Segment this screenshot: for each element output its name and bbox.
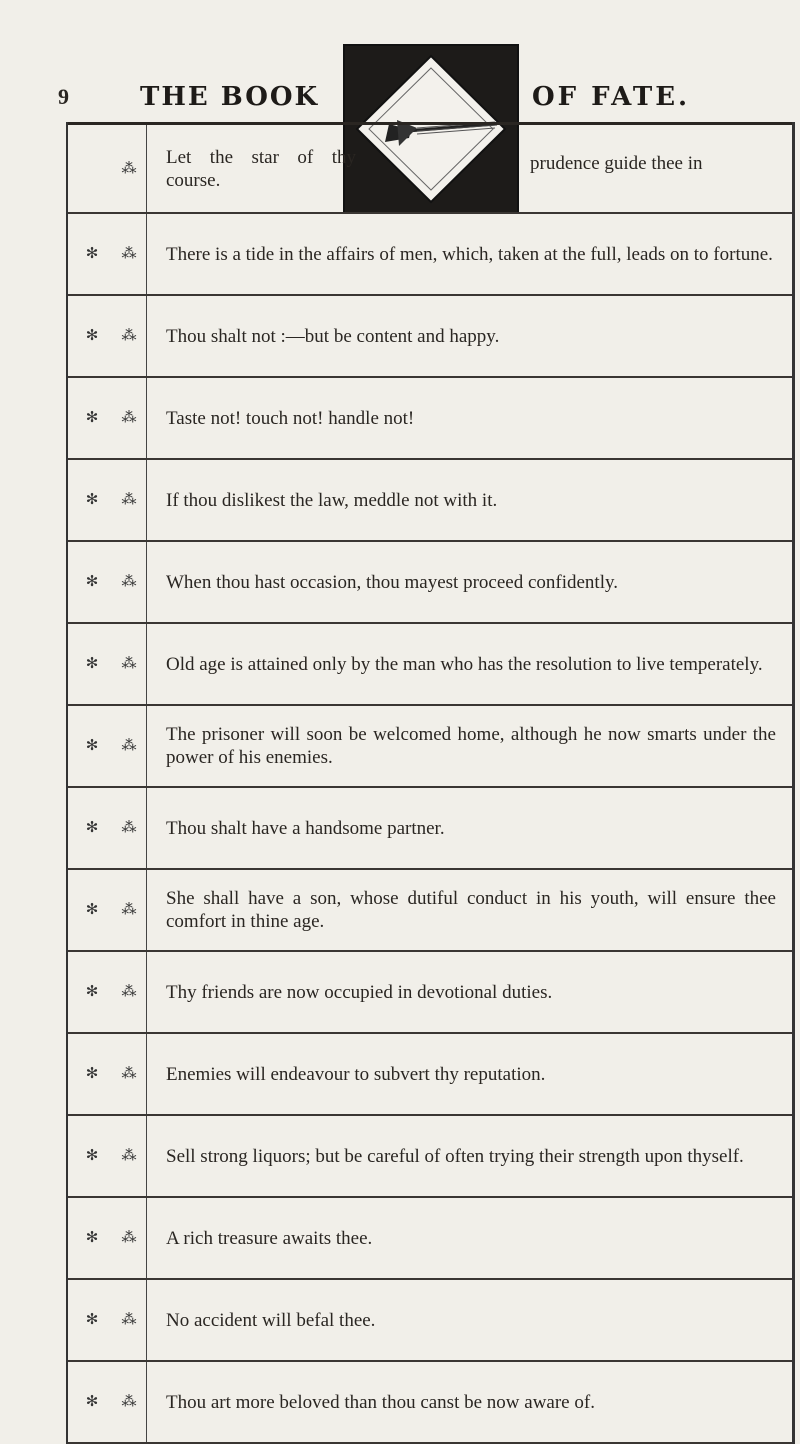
oracle-row (68, 952, 792, 1034)
star-pattern-left (74, 706, 110, 786)
star-glyph: ✻ (85, 492, 99, 508)
star-glyph: ⁂ (121, 328, 137, 344)
star-pattern-left (74, 952, 110, 1032)
star-pattern-left (74, 214, 110, 294)
star-glyph: ✻ (85, 328, 99, 344)
star-pattern-right (112, 1034, 147, 1114)
oracle-row (68, 1034, 792, 1116)
oracle-text: Taste not! touch not! handle not! (166, 407, 415, 429)
star-pattern-left (74, 870, 110, 950)
star-glyph: ✻ (85, 1312, 99, 1328)
star-pattern-right (112, 624, 147, 704)
star-glyph: ⁂ (121, 246, 137, 262)
oracle-row (68, 870, 792, 952)
oracle-row (68, 788, 792, 870)
star-glyph: ✻ (85, 984, 99, 1000)
title-right: OF FATE. (532, 82, 691, 112)
star-glyph: ⁂ (121, 160, 137, 177)
oracle-row (68, 1280, 792, 1362)
oracle-text: The prisoner will soon be welcomed home, although he now smarts under the power of his enemies. (166, 724, 776, 768)
star-pattern-left (74, 624, 110, 704)
star-glyph: ✻ (85, 738, 99, 754)
star-glyph: ⁂ (121, 820, 137, 836)
star-pattern-right (112, 1116, 147, 1196)
star-pattern-right (112, 952, 147, 1032)
star-pattern-left (74, 1280, 110, 1360)
star-glyph: ✻ (85, 574, 99, 590)
oracle-text-continued: prudence guide thee in (530, 153, 703, 174)
star-pattern-right (112, 1362, 147, 1442)
star-glyph: ✻ (85, 246, 99, 262)
star-pattern-left (74, 542, 110, 622)
star-pattern-right (112, 788, 147, 868)
oracle-row (68, 1362, 792, 1444)
star-glyph: ✻ (85, 1066, 99, 1082)
oracle-row (68, 1116, 792, 1198)
star-glyph: ⁂ (121, 574, 137, 590)
star-pattern-right (112, 1198, 147, 1278)
star-pattern-left (74, 1198, 110, 1278)
oracle-text: There is a tide in the affairs of men, which, taken at the full, leads on to fortune. (166, 243, 773, 265)
oracle-text: Enemies will endeavour to subvert thy reputation. (166, 1063, 546, 1085)
star-glyph: ✻ (85, 902, 99, 918)
page-number: 9 (58, 84, 69, 109)
star-glyph: ✻ (85, 820, 99, 836)
oracle-text: Thy friends are now occupied in devotional duties. (166, 981, 553, 1003)
oracle-text: Thou shalt have a handsome partner. (166, 817, 445, 839)
oracle-row (68, 214, 792, 296)
oracle-row (68, 1198, 792, 1280)
star-pattern-right (112, 706, 147, 786)
oracle-text: No accident will befal thee. (166, 1309, 376, 1331)
oracle-row (68, 378, 792, 460)
oracle-row (68, 296, 792, 378)
star-pattern-left (74, 1034, 110, 1114)
star-glyph: ✻ (85, 1230, 99, 1246)
oracle-text: Sell strong liquors; but be careful of often trying their strength upon thyself. (166, 1145, 744, 1167)
star-pattern-right (112, 460, 147, 540)
star-glyph: ⁂ (121, 1148, 137, 1164)
oracle-text: She shall have a son, whose dutiful conduct in his youth, will ensure thee comfort in thine age. (166, 888, 776, 932)
oracle-row (68, 122, 792, 214)
star-pattern-right (112, 870, 147, 950)
star-glyph: ⁂ (121, 1312, 137, 1328)
star-pattern-left (74, 296, 110, 376)
title-left: THE BOOK (140, 82, 320, 112)
star-pattern-left (74, 788, 110, 868)
oracle-text: A rich treasure awaits thee. (166, 1227, 373, 1249)
star-pattern-right (112, 296, 147, 376)
oracle-text: Thou art more beloved than thou canst be now aware of. (166, 1391, 595, 1413)
star-glyph: ⁂ (121, 738, 137, 754)
star-pattern-right (112, 214, 147, 294)
star-glyph: ✻ (85, 1394, 99, 1410)
star-pattern-left (74, 378, 110, 458)
star-glyph: ✻ (85, 410, 99, 426)
star-glyph: ⁂ (121, 1066, 137, 1082)
oracle-row (68, 542, 792, 624)
oracle-row (68, 706, 792, 788)
star-pattern-right (112, 378, 147, 458)
star-glyph: ✻ (85, 1148, 99, 1164)
oracle-table (66, 122, 795, 1444)
star-pattern-right (112, 125, 147, 212)
star-glyph: ⁂ (121, 410, 137, 426)
star-pattern-left (74, 1362, 110, 1442)
oracle-text: When thou hast occasion, thou mayest proceed confidently. (166, 571, 618, 593)
star-glyph: ⁂ (121, 902, 137, 918)
star-pattern-right (112, 542, 147, 622)
oracle-text: Let the star of thy course. (166, 146, 356, 191)
oracle-text: Old age is attained only by the man who has the resolution to live temperately. (166, 653, 763, 675)
oracle-text: If thou dislikest the law, meddle not with it. (166, 489, 498, 511)
star-glyph: ✻ (85, 656, 99, 672)
star-pattern-left (74, 125, 110, 212)
star-glyph: ⁂ (121, 656, 137, 672)
star-glyph: ⁂ (121, 984, 137, 1000)
star-glyph: ⁂ (121, 492, 137, 508)
oracle-row (68, 460, 792, 542)
oracle-row (68, 624, 792, 706)
oracle-text: Thou shalt not :—but be content and happy. (166, 325, 500, 347)
star-pattern-left (74, 460, 110, 540)
star-glyph: ⁂ (121, 1394, 137, 1410)
star-pattern-left (74, 1116, 110, 1196)
star-pattern-right (112, 1280, 147, 1360)
star-glyph: ⁂ (121, 1230, 137, 1246)
